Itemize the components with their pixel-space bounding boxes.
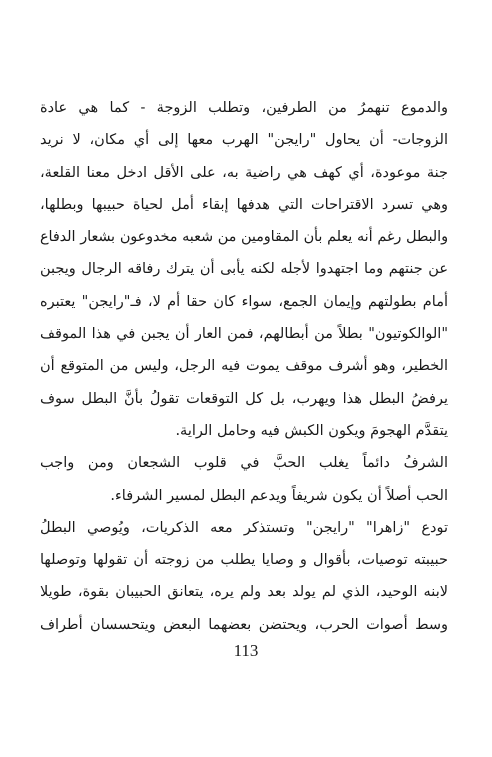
page-number: 113 bbox=[233, 641, 259, 660]
text-line: الزوجات- أن يحاول "رايجن" الهرب معها إلى أي مكان، لا نريد bbox=[40, 132, 448, 149]
text-line: لابنه الوحيد، الذي لم يولد بعد ولم يره، يتعانق الحبيبان بقوة، طويلا bbox=[40, 584, 448, 601]
text-line: "الوالكوتيون" بطلاً من أبطالهم، فمن العار أن يجبن في هذا الموقف bbox=[40, 326, 448, 343]
text-line: وسط أصوات الحرب، ويحتضن بعضهما البعض ويتحسسان أطراف bbox=[40, 616, 448, 633]
text-line: تودع "زاهرا" "رايجن" وتستذكر معه الذكريات، ويُوصي البطلُ bbox=[40, 519, 448, 536]
text-line: أمام بطولتهم وإيمان الجمع، سواء كان حقا أم لا، فـ"رايجن" يعتبره bbox=[40, 293, 448, 310]
text-line: جنة موعودة، أي كهف هي راضية به، على الأقل ادخل معنا القلعة، bbox=[40, 164, 448, 181]
text-line: الخطير، وهو أشرف موقف يموت فيه الرجل، وليس من المتوقع أن bbox=[40, 358, 448, 375]
text-line: يرفضُ البطل هذا ويهرب، بل كل التوقعات تقولُ بأنَّ البطل سوف bbox=[40, 390, 448, 407]
body-text bbox=[40, 92, 448, 641]
text-line: الحب أصلاً أن يكون شريفاً ويدعم البطل لمسير الشرفاء. bbox=[110, 487, 448, 504]
text-line: عن جنتهم وما اجتهدوا لأجله لكنه يأبى أن يترك رفاقه الرجال ويجبن bbox=[40, 261, 448, 278]
text-line: الشرفُ دائماً يغلب الحبَّ في قلوب الشجعان ومن واجب bbox=[40, 455, 448, 472]
text-line: والبطل رغم أنه يعلم بأن المقاومين من شعبه مخدوعون بشعار الدفاع bbox=[40, 229, 448, 246]
text-line: وهي تسرد الاقتراحات التي هدفها إبقاء أمل لحياة حبيبها وبطلها، bbox=[40, 196, 448, 213]
text-line: والدموع تنهمرُ من الطرفين، وتطلب الزوجة - كما هي عادة bbox=[40, 100, 448, 116]
text-line: حبيبته توصيات، بأقوال و وصايا يطلب من زوجته أن تقولها وتوصلها bbox=[40, 552, 448, 569]
text-line: يتقدَّم الهجومَ ويكون الكبش فيه وحامل الراية. bbox=[175, 422, 448, 439]
